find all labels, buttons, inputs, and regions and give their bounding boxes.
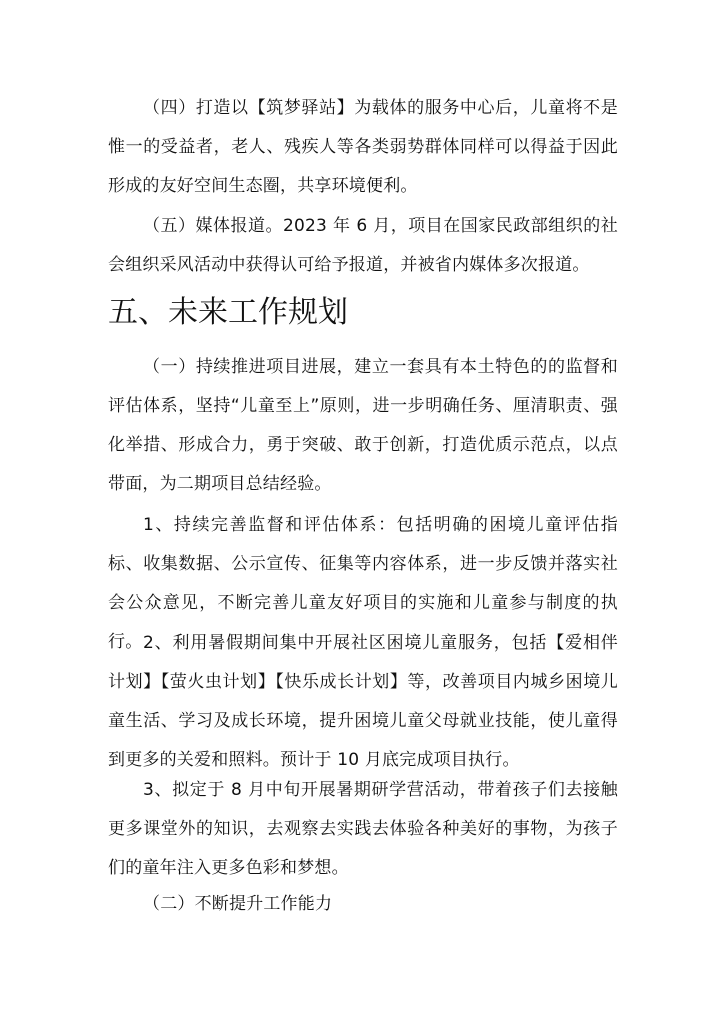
paragraph-project-progress: （一）持续推进项目进展，建立一套具有本土特色的的监督和评估体系，坚持“儿童至上”原则，进一步明确任务、厘清职责、强化举措、形成合力，勇于突破、敢于创新，打造优质示范点，以点带面，为二期项目总结经验。 [108, 357, 618, 494]
section-heading: 五、未来工作规划 [108, 295, 348, 330]
paragraph-service-center: （四）打造以【筑梦驿站】为载体的服务中心后，儿童将不是惟一的受益者，老人、残疾人等各类弱势群体同样可以得益于因此形成的友好空间生态圈，共享环境便利。 [108, 98, 618, 196]
paragraph-study-camp: 3、拟定于 8 月中旬开展暑期研学营活动，带着孩子们去接触更多课堂外的知识，去观察去实践去体验各种美好的事物，为孩子们的童年注入更多色彩和梦想。 [108, 780, 618, 878]
paragraph-capacity-heading: （二）不断提升工作能力 [143, 894, 333, 914]
paragraph-summer-services: 2、利用暑假期间集中开展社区困境儿童服务，包括【爱相伴计划】【萤火虫计划】【快乐成长计划】等，改善项目内城乡困境儿童生活、学习及成长环境，提升困境儿童父母就业技能，使儿童得到更多的关爱和照料。预计于 10 月底完成项目执行。 [108, 633, 618, 770]
paragraph-media-reports: （五）媒体报道。2023 年 6 月，项目在国家民政部组织的社会组织采风活动中获得认可给予报道，并被省内媒体多次报道。 [108, 216, 618, 275]
paragraph-evaluation-system: 1、持续完善监督和评估体系：包括明确的困境儿童评估指标、收集数据、公示宣传、征集等内容体系，进一步反馈并落实社会公众意见，不断完善儿童友好项目的实施和儿童参与制度的执行。 [108, 515, 618, 652]
